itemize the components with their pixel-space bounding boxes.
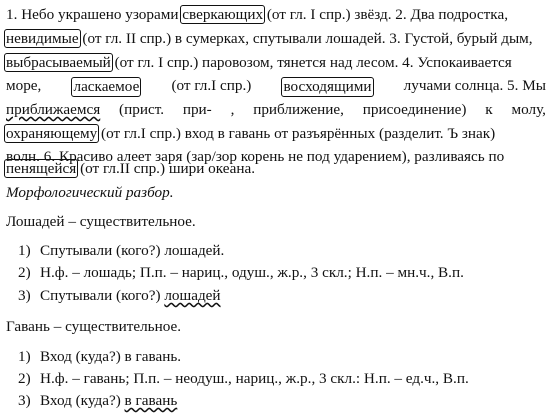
item-text: Н.ф. – гавань; П.п. – неодуш., нариц., ж.р., 3 скл.: Н.п. – ед.ч., В.п. (40, 370, 469, 387)
text-fragment: к (485, 101, 493, 118)
item-text: Вход (куда?) (40, 392, 125, 409)
text-fragment: (прист. (119, 101, 164, 118)
text-fragment: лучами солнца. 5. Мы (403, 77, 546, 94)
text-fragment: море, (6, 77, 42, 94)
morph-heading: Морфологический разбор. (6, 184, 174, 201)
sentence-line-6 (6, 125, 495, 143)
sentence-line-8 (6, 160, 255, 178)
text-fragment: при- (182, 101, 212, 118)
boxed-participle: невидимые (6, 30, 79, 47)
sentence-line-2 (6, 30, 533, 48)
item-number: 1) (18, 242, 31, 259)
item-number: 3) (18, 287, 31, 304)
item-number: 2) (18, 370, 31, 387)
item-text: Н.ф. – лошадь; П.п. – нариц., одуш., ж.р., 3 скл.; Н.п. – мн.ч., В.п. (40, 264, 464, 281)
item-text: Спутывали (кого?) (40, 287, 165, 304)
noun1-item-3 (18, 287, 221, 305)
noun2-item-1 (18, 348, 181, 366)
boxed-participle: сверкающих (182, 6, 264, 23)
noun2-item-2 (18, 370, 469, 388)
item-number: 1) (18, 348, 31, 365)
item-text: Спутывали (кого?) лошадей. (40, 242, 225, 259)
text-fragment: (от гл. I спр.) паровозом, тянется над лесом. 4. Успокаивается (110, 54, 512, 71)
noun1-item-1 (18, 242, 224, 260)
noun2-item-3 (18, 392, 177, 410)
text-fragment: 1. Небо украшено узорами (6, 6, 183, 23)
text-fragment: (от гл.I спр.) вход в гавань от разъярённых (разделит. Ъ знак) (97, 125, 496, 142)
sentence-line-3 (6, 54, 512, 72)
text-fragment: (от гл. II спр.) в сумерках, спутывали лошадей. 3. Густой, бурый дым, (78, 30, 533, 47)
item-number: 2) (18, 264, 31, 281)
boxed-participle: охраняющему (6, 125, 98, 142)
noun2-title: Гавань – существительное. (6, 318, 182, 335)
boxed-participle: восходящими (283, 78, 372, 95)
item-number: 3) (18, 392, 31, 409)
text-fragment: волн. 6. Красиво алеет заря (зар/зор корень не под ударением), разливаясь по (6, 148, 505, 165)
underlined-object: в гавань (124, 392, 178, 409)
text-fragment: (от гл.II спр.) шири океана. (76, 160, 256, 177)
noun1-item-2 (18, 264, 464, 282)
underlined-object: лошадей (164, 287, 221, 304)
text-fragment: (от гл.I спр.) (171, 77, 252, 94)
noun1-title: Лошадей – существительное. (6, 213, 196, 230)
text-fragment: молу, (511, 101, 546, 118)
text-fragment: (от гл. I спр.) звёзд. 2. Два подростка, (263, 6, 508, 23)
underlined-verb: приближаемся (6, 101, 101, 118)
text-fragment: приближение, (253, 101, 344, 118)
boxed-participle: выбрасываемый (6, 54, 111, 71)
boxed-participle: ласкаемое (73, 78, 140, 95)
sentence-line-1 (6, 6, 508, 24)
text-fragment: , (230, 101, 235, 118)
item-text: Вход (куда?) в гавань. (40, 348, 182, 365)
boxed-participle: пенящейся (6, 160, 77, 177)
sentence-line-4 (6, 77, 546, 97)
text-fragment: присоединение) (362, 101, 467, 118)
sentence-line-5 (6, 101, 546, 119)
